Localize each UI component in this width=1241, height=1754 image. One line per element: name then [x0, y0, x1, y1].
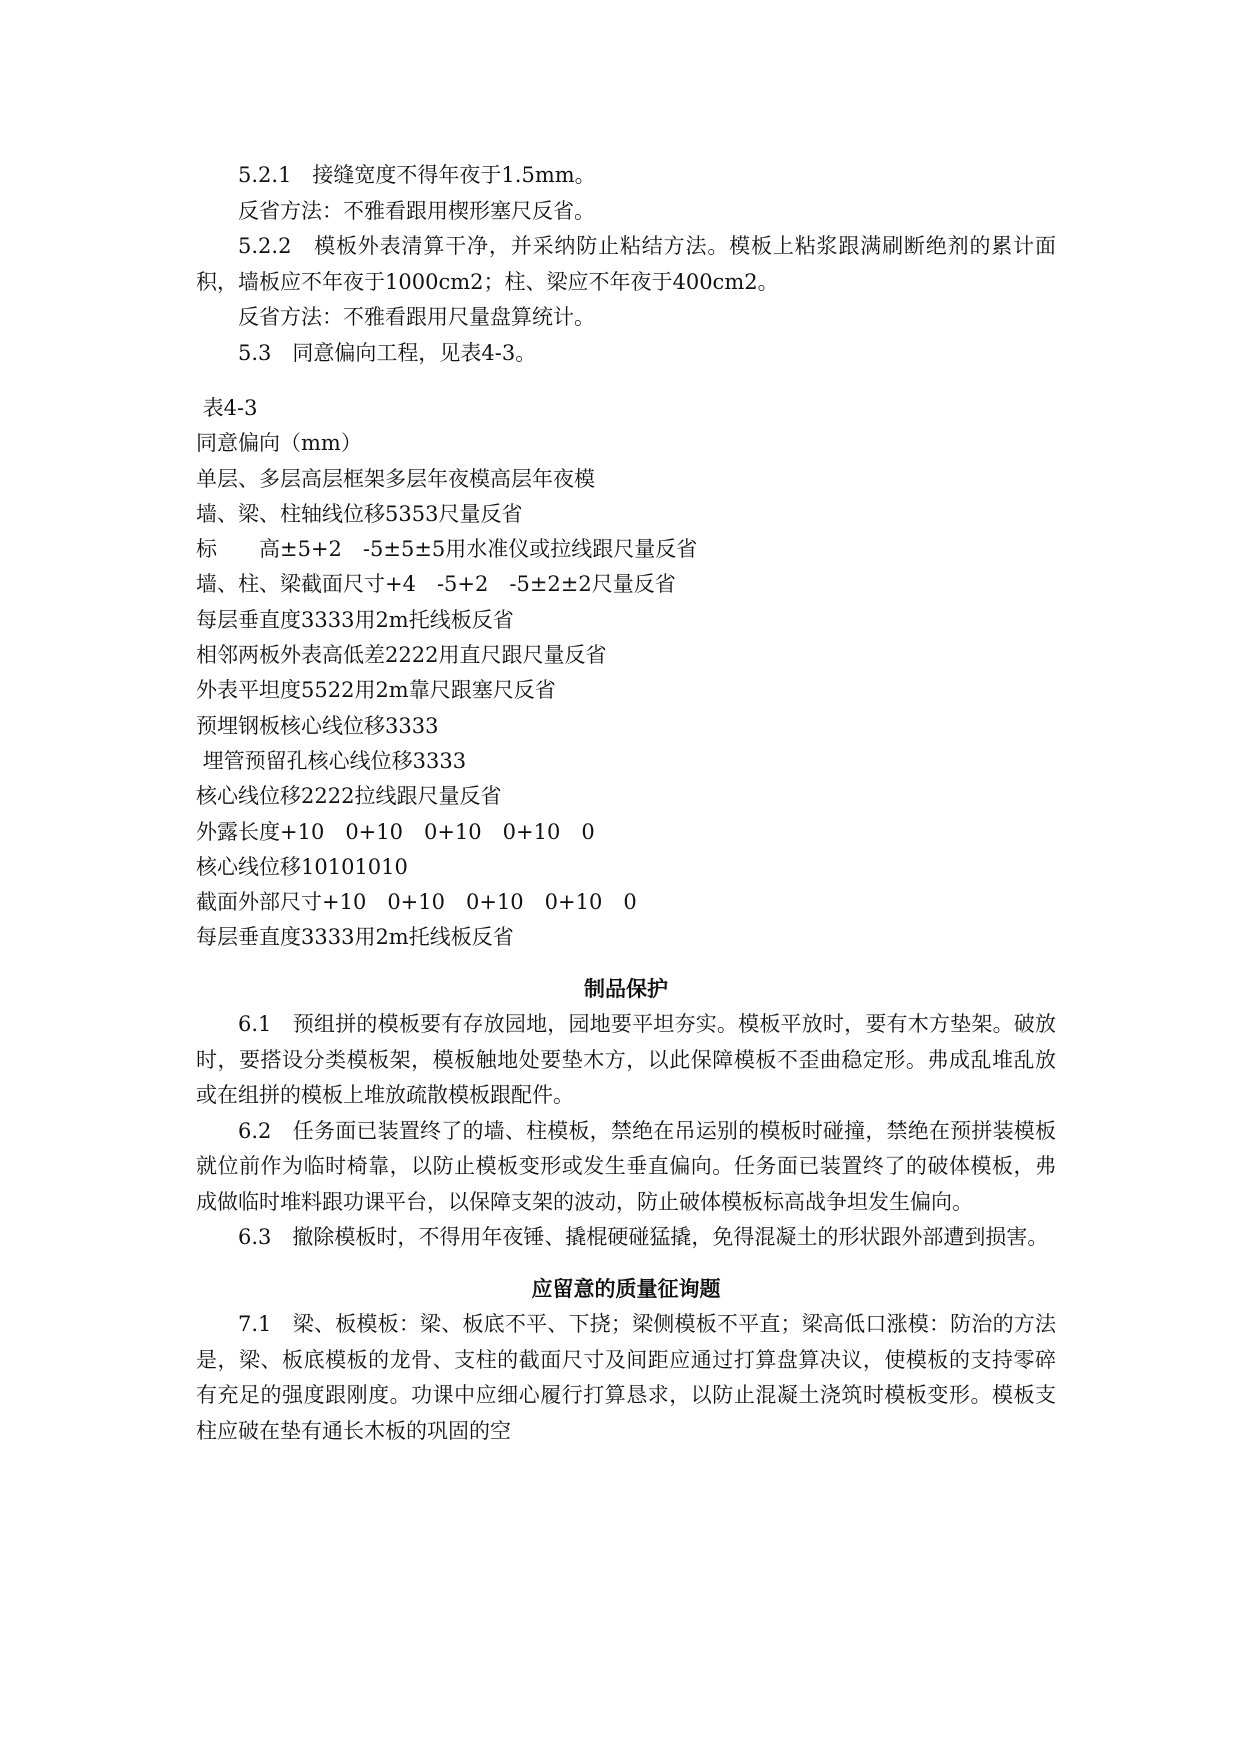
spacer — [196, 1256, 1056, 1272]
table-line: 同意偏向（mm） — [196, 431, 362, 456]
section-7 — [196, 1272, 1056, 1308]
table-line: 每层垂直度3333用2m托线板反省 — [196, 607, 514, 632]
table-line: 截面外部尺寸+10 0+10 0+10 0+10 0 — [196, 890, 637, 915]
table-line: 预埋钢板核心线位移3333 — [196, 713, 439, 738]
spacer — [196, 371, 1056, 391]
clause-5-3: 5.3 同意偏向工程，见表4-3。 — [238, 340, 537, 365]
table-line: 外表平坦度5522用2m靠尺跟塞尺反省 — [196, 678, 556, 703]
table-line: 标 高±5+2 -5±5±5用水准仪或拉线跟尺量反省 — [196, 537, 698, 562]
spacer — [196, 956, 1056, 972]
table-line: 埋管预留孔核心线位移3333 — [196, 748, 467, 773]
table-line: 墙、梁、柱轴线位移5353尺量反省 — [196, 501, 523, 526]
check-method-2: 反省方法：不雅看跟用尺量盘算统计。 — [238, 305, 595, 329]
document-body — [196, 158, 1056, 1449]
table-line: 每层垂直度3333用2m托线板反省 — [196, 925, 514, 950]
clause-7-1: 7.1 梁、板模板：梁、板底不平、下挠；梁侧模板不平直；梁高低口涨模：防治的方法是，梁、板底模板的龙骨、支柱的截面尺寸及间距应通过打算盘算决议，使模板的支持零碎有充足的强度跟刚度。功课中应细心履行打算恳求，以防止混凝土浇筑时模板变形。模板支柱应破在垫有通长木板的巩固的空 — [196, 1312, 1056, 1443]
table-line: 外露长度+10 0+10 0+10 0+10 0 — [196, 819, 595, 844]
table-line: 相邻两板外表高低差2222用直尺跟尺量反省 — [196, 643, 607, 668]
table-line: 墙、柱、梁截面尺寸+4 -5+2 -5±2±2尺量反省 — [196, 572, 676, 597]
clause-6-3: 6.3 撤除模板时，不得用年夜锤、撬棍硬碰猛撬，免得混凝土的形状跟外部遭到损害。 — [238, 1225, 1049, 1250]
check-method-1: 反省方法：不雅看跟用楔形塞尺反省。 — [238, 198, 595, 223]
clause-6-2: 6.2 任务面已装置终了的墙、柱模板，禁绝在吊运别的模板时碰撞，禁绝在预拼装模板就位前作为临时椅靠，以防止模板变形或发生垂直偏向。任务面已装置终了的破体模板，弗成做临时堆料跟功课平台，以保障支架的波动，防止破体模板标高战争坦发生偏向。 — [196, 1118, 1056, 1214]
section-heading-quality-issues: 应留意的质量征询题 — [531, 1276, 721, 1301]
tolerance-table — [196, 391, 1056, 956]
clause-5-2-1: 5.2.1 接缝宽度不得年夜于1.5mm。 — [238, 163, 596, 187]
section-heading-product-protection: 制品保护 — [584, 976, 668, 1001]
table-line: 核心线位移10101010 — [196, 854, 408, 879]
section-6 — [196, 972, 1056, 1008]
table-line: 核心线位移2222拉线跟尺量反省 — [196, 784, 502, 809]
clause-6-1: 6.1 预组拼的模板要有存放园地，园地要平坦夯实。模板平放时，要有木方垫架。破放时，要搭设分类模板架，模板触地处要垫木方，以此保障模板不歪曲稳定形。弗成乱堆乱放或在组拼的模板上堆放疏散模板跟配件。 — [196, 1012, 1056, 1108]
clause-5-2-2: 5.2.2 模板外表清算干净，并采纳防止粘结方法。模板上粘浆跟满刷断绝剂的累计面积，墙板应不年夜于1000cm2；柱、梁应不年夜于400cm2。 — [196, 234, 1056, 294]
table-line: 单层、多层高层框架多层年夜模高层年夜模 — [196, 466, 595, 491]
table-line: 表4-3 — [196, 396, 258, 420]
